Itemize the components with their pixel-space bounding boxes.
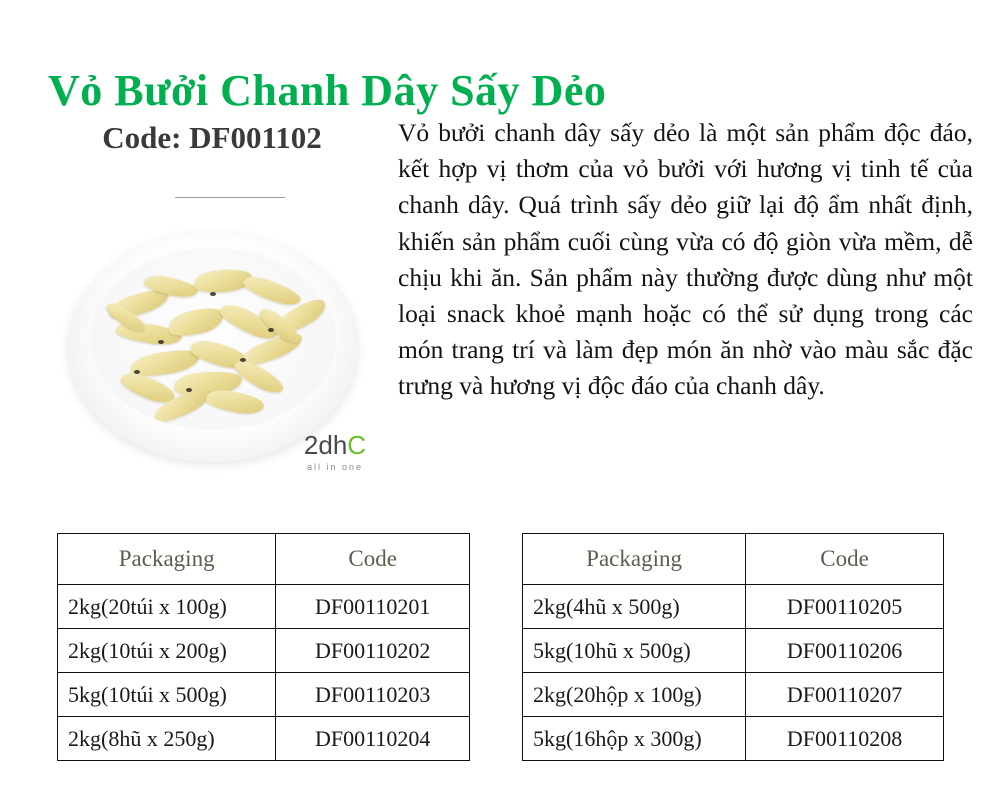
packaging-table — [57, 533, 470, 761]
cell-code: DF00110203 — [276, 673, 470, 717]
cell-packaging: 2kg(4hũ x 500g) — [523, 585, 746, 629]
dried-pomelo-peel-chips — [90, 248, 336, 430]
table-row — [523, 629, 944, 673]
watermark-prefix: 2dh — [303, 430, 348, 460]
watermark-tagline: all in one — [306, 462, 364, 472]
packaging-table — [522, 533, 944, 761]
column-header-packaging: Packaging — [523, 534, 746, 585]
cell-code: DF00110201 — [276, 585, 470, 629]
packaging-table-right — [522, 533, 944, 761]
watermark-accent: C — [347, 430, 367, 460]
table-row — [523, 585, 944, 629]
cell-code: DF00110206 — [746, 629, 944, 673]
column-header-code: Code — [276, 534, 470, 585]
cell-packaging: 5kg(10hũ x 500g) — [523, 629, 746, 673]
table-row — [58, 717, 470, 761]
cell-code: DF00110205 — [746, 585, 944, 629]
table-row — [58, 585, 470, 629]
table-row — [58, 673, 470, 717]
table-header-row — [58, 534, 470, 585]
cell-code: DF00110208 — [746, 717, 944, 761]
table-header-row — [523, 534, 944, 585]
table-row — [58, 629, 470, 673]
watermark-main-text — [280, 430, 390, 461]
table-row — [523, 717, 944, 761]
cell-packaging: 2kg(20túi x 100g) — [58, 585, 276, 629]
cell-packaging: 2kg(20hộp x 100g) — [523, 673, 746, 717]
page-title: Vỏ Bưởi Chanh Dây Sấy Dẻo — [48, 66, 607, 116]
column-header-code: Code — [746, 534, 944, 585]
cell-packaging: 2kg(10túi x 200g) — [58, 629, 276, 673]
table-row — [523, 673, 944, 717]
cell-code: DF00110207 — [746, 673, 944, 717]
cell-packaging: 2kg(8hũ x 250g) — [58, 717, 276, 761]
cell-packaging: 5kg(10túi x 500g) — [58, 673, 276, 717]
cell-code: DF00110204 — [276, 717, 470, 761]
cell-code: DF00110202 — [276, 629, 470, 673]
product-description: Vỏ bưởi chanh dây sấy dẻo là một sản phẩm độc đáo, kết hợp vị thơm của vỏ bưởi với hương vị tinh tế của chanh dây. Quá trình sấy dẻo giữ lại độ ẩm nhất định, khiến sản phẩm cuối cùng vừa có độ giòn vừa mềm, dễ chịu khi ăn. Sản phẩm này thường được dùng như một loại snack khoẻ mạnh hoặc có thể sử dụng trong các món trang trí và làm đẹp món ăn nhờ vào màu sắc đặc trưng và hương vị độc đáo của chanh dây. — [398, 118, 973, 401]
column-header-packaging: Packaging — [58, 534, 276, 585]
product-code: Code: DF001102 — [102, 120, 322, 155]
divider — [175, 197, 285, 198]
cell-packaging: 5kg(16hộp x 300g) — [523, 717, 746, 761]
watermark-logo — [280, 430, 390, 472]
packaging-table-left — [57, 533, 470, 761]
